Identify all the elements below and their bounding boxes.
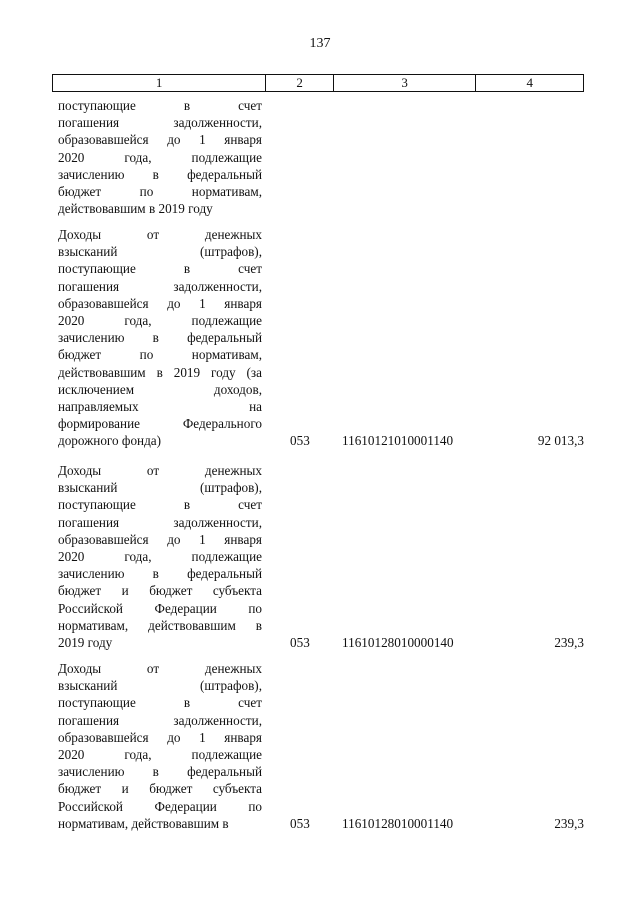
description-line: бюджет по нормативам, <box>58 347 262 363</box>
description-line: Российской Федерации по <box>58 600 262 616</box>
description-line: поступающие в счет <box>58 695 262 711</box>
kbk-code: 11610128010000140 <box>342 635 454 650</box>
description-line: погашения задолженности, <box>58 514 262 530</box>
amount: 239,3 <box>554 635 584 650</box>
description-line: формирование Федерального <box>58 416 262 432</box>
description-line: дорожного фонда) <box>58 433 162 449</box>
row-description <box>58 462 262 651</box>
header-col-2: 2 <box>266 75 334 91</box>
description-line: нормативам, действовавшим в <box>58 815 229 831</box>
header-col-4: 4 <box>526 75 533 90</box>
admin-code: 053 <box>290 635 310 650</box>
description-line: образовавшейся до 1 января <box>58 729 262 745</box>
description-line: 2020 года, подлежащие <box>58 149 262 165</box>
header-col-3: 3 <box>334 75 476 91</box>
description-line: поступающие в счет <box>58 497 262 513</box>
description-line: направляемых на <box>58 399 262 415</box>
description-line: 2020 года, подлежащие <box>58 747 262 763</box>
description-line: бюджет по нормативам, <box>58 184 262 200</box>
description-line: зачислению в федеральный <box>58 764 262 780</box>
admin-code: 053 <box>290 433 310 449</box>
table-header <box>52 74 584 92</box>
description-line: образовавшейся до 1 января <box>58 295 262 311</box>
description-line: действовавшим в 2019 году <box>58 201 213 217</box>
description-line: погашения задолженности, <box>58 115 262 131</box>
description-line: Доходы от денежных <box>58 463 262 478</box>
amount: 239,3 <box>554 815 584 831</box>
description-line: погашения задолженности, <box>58 278 262 294</box>
description-line: Российской Федерации по <box>58 798 262 814</box>
description-line: бюджет и бюджет субъекта <box>58 781 262 797</box>
description-line: действовавшим в 2019 году (за <box>58 364 262 380</box>
description-line: образовавшейся до 1 января <box>58 132 262 148</box>
description-line: нормативам, действовавшим в <box>58 617 262 633</box>
description-line: 2020 года, подлежащие <box>58 313 262 329</box>
description-line: образовавшейся до 1 января <box>58 531 262 547</box>
kbk-code: 11610128010001140 <box>342 815 454 831</box>
admin-code: 053 <box>290 815 310 831</box>
description-line: зачислению в федеральный <box>58 166 262 182</box>
description-line: погашения задолженности, <box>58 712 262 728</box>
description-line: Доходы от денежных <box>58 661 262 676</box>
kbk-code: 11610121010001140 <box>342 433 454 449</box>
description-line: поступающие в счет <box>58 261 262 277</box>
description-line: 2019 году <box>58 635 113 651</box>
page-number: 137 <box>309 36 331 51</box>
description-line: бюджет и бюджет субъекта <box>58 583 262 599</box>
description-line: Доходы от денежных <box>58 227 262 242</box>
description-line: 2020 года, подлежащие <box>58 549 262 565</box>
description-line: взысканий (штрафов), <box>58 480 262 496</box>
description-line: поступающие в счет <box>58 98 262 113</box>
description-line: зачислению в федеральный <box>58 566 262 582</box>
row-description <box>58 226 262 450</box>
description-line: исключением доходов, <box>58 381 262 397</box>
row-description <box>58 660 262 832</box>
description-line: зачислению в федеральный <box>58 330 262 346</box>
row-description <box>58 97 262 217</box>
header-col-1: 1 <box>53 75 266 91</box>
description-line: взысканий (штрафов), <box>58 678 262 694</box>
description-line: взысканий (штрафов), <box>58 244 262 260</box>
amount: 92 013,3 <box>537 433 584 449</box>
